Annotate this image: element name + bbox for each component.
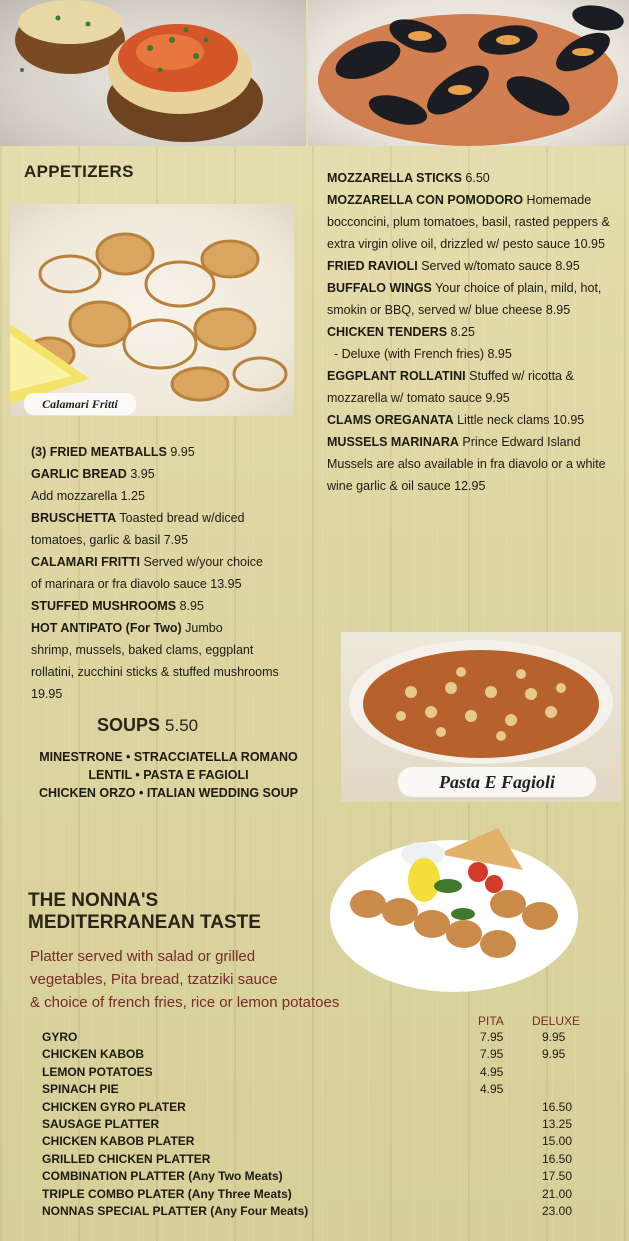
mediterranean-description	[30, 945, 370, 1014]
deluxe-column-header: DELUXE	[532, 1014, 581, 1028]
soups-price: 5.50	[165, 716, 199, 735]
menu-line: MUSSELS MARINARA Prince Edward Island	[327, 435, 581, 449]
menu-line: mozzarella w/ tomato sauce 9.95	[327, 391, 510, 405]
menu-line: BUFFALO WINGS Your choice of plain, mild, hot,	[327, 281, 602, 295]
menu-line: GARLIC BREAD 3.95	[31, 467, 155, 481]
soups-line: MINESTRONE • STRACCIATELLA ROMANO	[39, 750, 298, 764]
table-row: TRIPLE COMBO PLATER (Any Three Meats) 21.00	[42, 1186, 573, 1201]
table-row: SPINACH PIE 4.95	[42, 1082, 504, 1097]
menu-line: MOZZARELLA CON POMODORO Homemade	[327, 193, 592, 207]
pita-column-header: PITA	[478, 1014, 504, 1028]
table-row: GYRO 7.95 9.95	[42, 1030, 566, 1044]
menu-line: CLAMS OREGANATA Little neck clams 10.95	[327, 413, 585, 427]
soups-title	[97, 715, 198, 736]
menu-line: smokin or BBQ, served w/ blue cheese 8.95	[327, 303, 571, 317]
table-row: COMBINATION PLATTER (Any Two Meats) 17.50	[42, 1169, 573, 1184]
price-rows	[42, 1030, 582, 1221]
menu-line: BRUSCHETTA Toasted bread w/diced	[31, 511, 245, 525]
soups-line: CHICKEN ORZO • ITALIAN WEDDING SOUP	[38, 786, 298, 800]
menu-line: Mussels are also available in fra diavolo or a white	[327, 457, 606, 471]
mediterranean-title	[28, 890, 261, 934]
table-row: CHICKEN KABOB PLATER 15.00	[42, 1134, 573, 1149]
menu-line: CHICKEN TENDERS 8.25	[327, 325, 475, 339]
calamari-caption: Calamari Fritti	[24, 393, 136, 415]
table-row: GRILLED CHICKEN PLATTER 16.50	[42, 1151, 573, 1166]
menu-line: shrimp, mussels, baked clams, eggplant	[31, 643, 254, 657]
table-row: NONNAS SPECIAL PLATTER (Any Four Meats) 23.00	[42, 1203, 573, 1218]
appetizers-title: APPETIZERS	[24, 162, 134, 181]
bruschetta-photo	[0, 0, 306, 146]
menu-line: EGGPLANT ROLLATINI Stuffed w/ ricotta &	[327, 369, 574, 383]
soups-list	[26, 748, 311, 802]
menu-line: CALAMARI FRITTI Served w/your choice	[31, 555, 263, 569]
menu-line: rollatini, zucchini sticks & stuffed mushrooms 19.95	[31, 665, 279, 701]
menu-line: wine garlic & oil sauce 12.95	[327, 479, 486, 493]
soups-title-text: SOUPS	[97, 715, 161, 735]
appetizers-right-column	[327, 167, 612, 497]
table-row: CHICKEN GYRO PLATER 16.50	[42, 1099, 573, 1114]
menu-line: FRIED RAVIOLI Served w/tomato sauce 8.95	[327, 259, 580, 273]
menu-line: of marinara or fra diavolo sauce 13.95	[31, 577, 242, 591]
menu-line: Add mozzarella 1.25	[31, 489, 145, 503]
table-row: SAUSAGE PLATTER 13.25	[42, 1116, 573, 1131]
menu-line: STUFFED MUSHROOMS 8.95	[31, 599, 204, 613]
menu-line: MOZZARELLA STICKS 6.50	[327, 171, 490, 185]
appetizers-left-column	[31, 441, 311, 705]
description-line: & choice of french fries, rice or lemon potatoes	[30, 994, 340, 1011]
description-line: Platter served with salad or grilled	[30, 948, 256, 965]
menu-line: HOT ANTIPATO (For Two) Jumbo	[31, 621, 223, 635]
calamari-fritti-photo	[10, 204, 294, 416]
menu-line: extra virgin olive oil, drizzled w/ pesto sauce 10.95	[327, 237, 605, 251]
menu-line: (3) FRIED MEATBALLS 9.95	[31, 445, 195, 459]
table-row: CHICKEN KABOB 7.95 9.95	[42, 1047, 566, 1062]
pasta-e-fagioli-caption: Pasta E Fagioli	[398, 767, 596, 797]
soups-line: LENTIL • PASTA E FAGIOLI	[88, 768, 249, 782]
table-row: LEMON POTATOES 4.95	[42, 1064, 504, 1079]
mussels-photo	[308, 0, 629, 146]
menu-line: bocconcini, plum tomatoes, basil, rasted peppers &	[327, 215, 610, 229]
description-line: vegetables, Pita bread, tzatziki sauce	[30, 971, 278, 988]
mediterranean-title-line: MEDITERRANEAN TASTE	[28, 912, 261, 933]
menu-line: - Deluxe (with French fries) 8.95	[327, 347, 512, 361]
menu-line: tomatoes, garlic & basil 7.95	[31, 533, 189, 547]
mediterranean-title-line: THE NONNA'S	[28, 890, 159, 911]
